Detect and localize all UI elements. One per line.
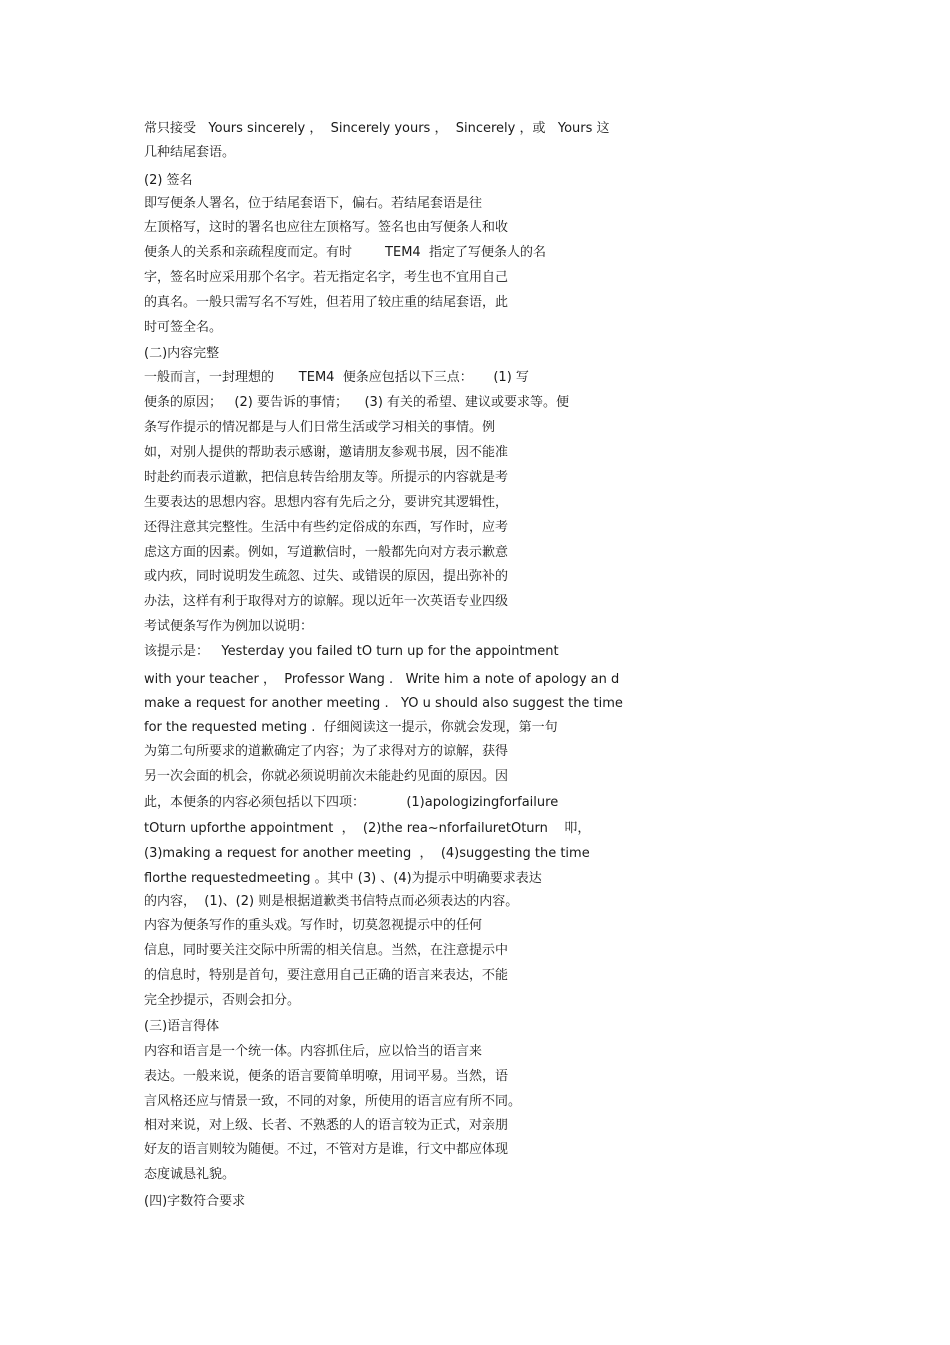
text-line: 内容为便条写作的重头戏。写作时，切莫忽视提示中的任何 — [144, 918, 483, 933]
text-line: 虑这方面的因素。例如，写道歉信时，一般都先向对方表示歉意 — [144, 545, 509, 560]
section-heading: (四)字数符合要求 — [144, 1194, 246, 1209]
text-line: 条写作提示的情况都是与人们日常生活或学习相关的事情。例 — [144, 420, 496, 435]
text-line: 考试便条写作为例加以说明： — [144, 619, 314, 634]
text-line: 便条人的关系和亲疏程度而定。有时 TEM4 指定了写便条人的名 — [144, 245, 546, 260]
text-line: tOturn upforthe appointment ， (2)the rea~nforfailuretOturn 叩， — [144, 821, 591, 836]
text-line: 或内疚，同时说明发生疏忽、过失、或错误的原因，提出弥补的 — [144, 569, 509, 584]
text-line: 此，本便条的内容必须包括以下四项： (1)apologizingforfailure — [144, 795, 559, 810]
section-heading: (三)语言得体 — [144, 1019, 220, 1034]
text-line: 便条的原因； (2) 要告诉的事情； (3) 有关的希望、建议或要求等。便 — [144, 395, 570, 410]
text-line: 时可签全名。 — [144, 320, 223, 335]
text-line: make a request for another meeting . YO u should also suggest the time — [144, 696, 623, 711]
text-line: 好友的语言则较为随便。不过，不管对方是谁，行文中都应体现 — [144, 1142, 509, 1157]
text-line: florthe requestedmeeting 。其中 (3) 、(4)为提示中明确要求表达 — [144, 871, 542, 886]
text-line: 时赴约而表示道歉，把信息转告给朋友等。所提示的内容就是考 — [144, 470, 509, 485]
text-line: for the requested meting . 仔细阅读这一提示，你就会发现，第一句 — [144, 720, 558, 735]
text-line: (3)making a request for another meeting ， (4)suggesting the time — [144, 846, 590, 861]
text-line: 常只接受 Yours sincerely ， Sincerely yours ， Sincerely ，或 Yours 这 — [144, 121, 610, 136]
text-line: 该提示是： Yesterday you failed tO turn up for the appointment — [144, 644, 559, 659]
text-line: 如，对别人提供的帮助表示感谢，邀请朋友参观书展，因不能准 — [144, 445, 509, 460]
text-line: 生要表达的思想内容。思想内容有先后之分，要讲究其逻辑性， — [144, 495, 509, 510]
text-line: 一般而言，一封理想的 TEM4 便条应包括以下三点： (1) 写 — [144, 370, 529, 385]
text-line: 表达。一般来说，便条的语言要简单明嘹，用词平易。当然，语 — [144, 1069, 509, 1084]
text-line: 的真名。一般只需写名不写姓，但若用了较庄重的结尾套语，此 — [144, 295, 509, 310]
text-line: 左顶格写，这时的署名也应往左顶格写。签名也由写便条人和收 — [144, 220, 509, 235]
text-line: 即写便条人署名，位于结尾套语下，偏右。若结尾套语是往 — [144, 196, 483, 211]
text-line: 的内容， (1)、(2) 则是根据道歉类书信特点而必须表达的内容。 — [144, 894, 519, 909]
text-line: 相对来说，对上级、长者、不熟悉的人的语言较为正式，对亲朋 — [144, 1118, 509, 1133]
text-line: 字，签名时应采用那个名字。若无指定名字，考生也不宜用自己 — [144, 270, 509, 285]
text-line: 言风格还应与情景一致，不同的对象，所使用的语言应有所不同。 — [144, 1094, 522, 1109]
text-line: 完全抄提示，否则会扣分。 — [144, 993, 301, 1008]
text-line: 的信息时，特别是首句，要注意用自己正确的语言来表达，不能 — [144, 968, 509, 983]
text-line: 还得注意其完整性。生活中有些约定俗成的东西，写作时，应考 — [144, 520, 509, 535]
text-line: 内容和语言是一个统一体。内容抓住后，应以恰当的语言来 — [144, 1044, 483, 1059]
text-line: with your teacher ， Professor Wang . Write him a note of apology an d — [144, 672, 620, 687]
text-line: 办法，这样有利于取得对方的谅解。现以近年一次英语专业四级 — [144, 594, 509, 609]
text-line: 信息，同时要关注交际中所需的相关信息。当然，在注意提示中 — [144, 943, 509, 958]
text-line: 几种结尾套语。 — [144, 145, 236, 160]
text-line: 为第二句所要求的道歉确定了内容；为了求得对方的谅解，获得 — [144, 744, 509, 759]
section-heading: (二)内容完整 — [144, 346, 220, 361]
text-line: 态度诚恳礼貌。 — [144, 1167, 236, 1182]
text-line: 另一次会面的机会，你就必须说明前次未能赴约见面的原因。因 — [144, 769, 509, 784]
section-heading: (2) 签名 — [144, 173, 193, 188]
